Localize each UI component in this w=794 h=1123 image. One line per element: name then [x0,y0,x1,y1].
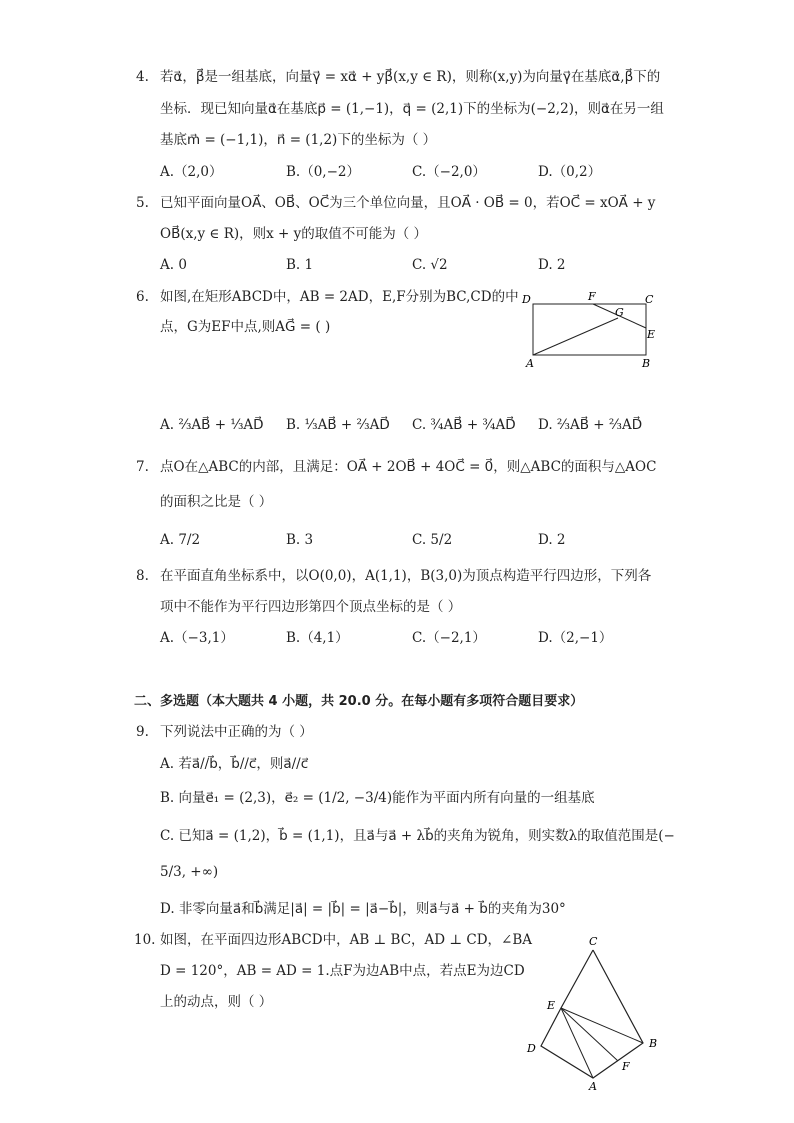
option-c: C. 5/2 [412,532,453,548]
question-text: OB⃗(x,y ∈ R)，则x + y的取值不可能为（ ） [160,226,428,242]
option-b: B. ⅓AB⃗ + ⅔AD⃗ [286,417,390,433]
question-number: 7. [136,459,149,475]
option-b: B. 1 [286,257,314,273]
question-text: 项中不能作为平行四边形第四个顶点坐标的是（ ） [160,599,462,615]
label-f: F [622,1060,630,1073]
option-c: C.（−2,0） [412,164,486,180]
label-b: B [642,357,651,370]
label-a: A [526,357,534,370]
option-d: D.（2,−1） [538,630,613,646]
option-b: B. 3 [286,532,314,548]
question-text: 在平面直角坐标系中，以O(0,0)，A(1,1)，B(3,0)为顶点构造平行四边形，下列各 [160,568,652,584]
option-c: C. √2 [412,257,448,273]
label-d: D [522,293,531,306]
question-text: 如图,在矩形ABCD中，AB = 2AD，E,F分别为BC,CD的中 [160,289,519,305]
option-a: A.（2,0） [160,164,223,180]
question-number: 10. [134,932,156,948]
label-c: C [589,935,598,948]
question-text: 已知平面向量OA⃗、OB⃗、OC⃗为三个单位向量，且OA⃗ · OB⃗ = 0，若OC⃗ = xOA⃗ + y [160,195,656,211]
label-d: D [527,1042,536,1055]
option-c: C.（−2,1） [412,630,486,646]
question-text: 基底m⃗ = (−1,1)，n⃗ = (1,2)下的坐标为（ ） [160,132,437,148]
option-b: B.（4,1） [286,630,349,646]
question-text: 下列说法中正确的为（ ） [160,724,313,740]
question-text: 若α⃗，β⃗是一组基底，向量γ⃗ = xα⃗ + yβ⃗(x,y ∈ R)，则称(x,y)为向量γ⃗在基底α⃗,β⃗下的 [160,69,661,85]
label-b: B [649,1037,658,1050]
question-number: 5. [136,195,149,211]
option-b: B.（0,−2） [286,164,360,180]
option-d: D.（0,2） [538,164,602,180]
rectangle-figure [518,288,660,372]
quadrilateral-figure [518,928,668,1098]
question-number: 8. [136,568,149,584]
option-c-continued: 5/3, +∞) [160,864,219,880]
option-a: A.（−3,1） [160,630,234,646]
option-a: A. 7/2 [160,532,201,548]
section-heading: 二、多选题（本大题共 4 小题，共 20.0 分。在每小题有多项符合题目要求） [134,694,584,709]
label-e: E [647,328,656,341]
label-g: G [615,306,624,319]
question-text: 如图，在平面四边形ABCD中，AB ⊥ BC，AD ⊥ CD，∠BA [160,932,533,948]
question-text: D = 120°，AB = AD = 1.点F为边AB中点，若点E为边CD [160,963,525,979]
option-d: D. 2 [538,532,566,548]
question-number: 6. [136,289,149,305]
question-text: 点O在△ABC的内部，且满足：OA⃗ + 2OB⃗ + 4OC⃗ = 0⃗，则△ABC的面积与△AOC [160,459,657,475]
option-c: C. 已知a⃗ = (1,2)，b⃗ = (1,1)，且a⃗与a⃗ + λb⃗的夹角为锐角，则实数λ的取值范围是(− [160,828,675,844]
question-number: 9. [136,724,149,740]
label-e: E [547,999,556,1012]
label-f: F [588,290,596,303]
option-a: A. 0 [160,257,187,273]
option-d: D. 非零向量a⃗和b⃗满足|a⃗| = |b⃗| = |a⃗−b⃗|，则a⃗与a⃗ + b⃗的夹角为30° [160,901,566,917]
option-c: C. ¾AB⃗ + ¾AD⃗ [412,417,516,433]
label-a: A [589,1080,597,1093]
question-text: 的面积之比是（ ） [160,494,273,510]
question-text: 上的动点，则（ ） [160,994,273,1010]
option-d: D. ⅔AB⃗ + ⅔AD⃗ [538,417,643,433]
question-number: 4. [136,69,149,85]
option-a: A. ⅔AB⃗ + ⅓AD⃗ [160,417,264,433]
option-b: B. 向量e⃗₁ = (2,3)，e⃗₂ = (1/2, −3/4)能作为平面内所有向量的一组基底 [160,790,595,806]
question-text: 坐标．现已知向量α⃗在基底p⃗ = (1,−1)，q⃗ = (2,1)下的坐标为(−2,2)，则α⃗在另一组 [160,101,664,117]
option-d: D. 2 [538,257,566,273]
option-a: A. 若a⃗//b⃗，b⃗//c⃗，则a⃗//c⃗ [160,756,309,772]
label-c: C [645,293,654,306]
question-text: 点，G为EF中点,则AG⃗ = ( ) [160,319,331,335]
